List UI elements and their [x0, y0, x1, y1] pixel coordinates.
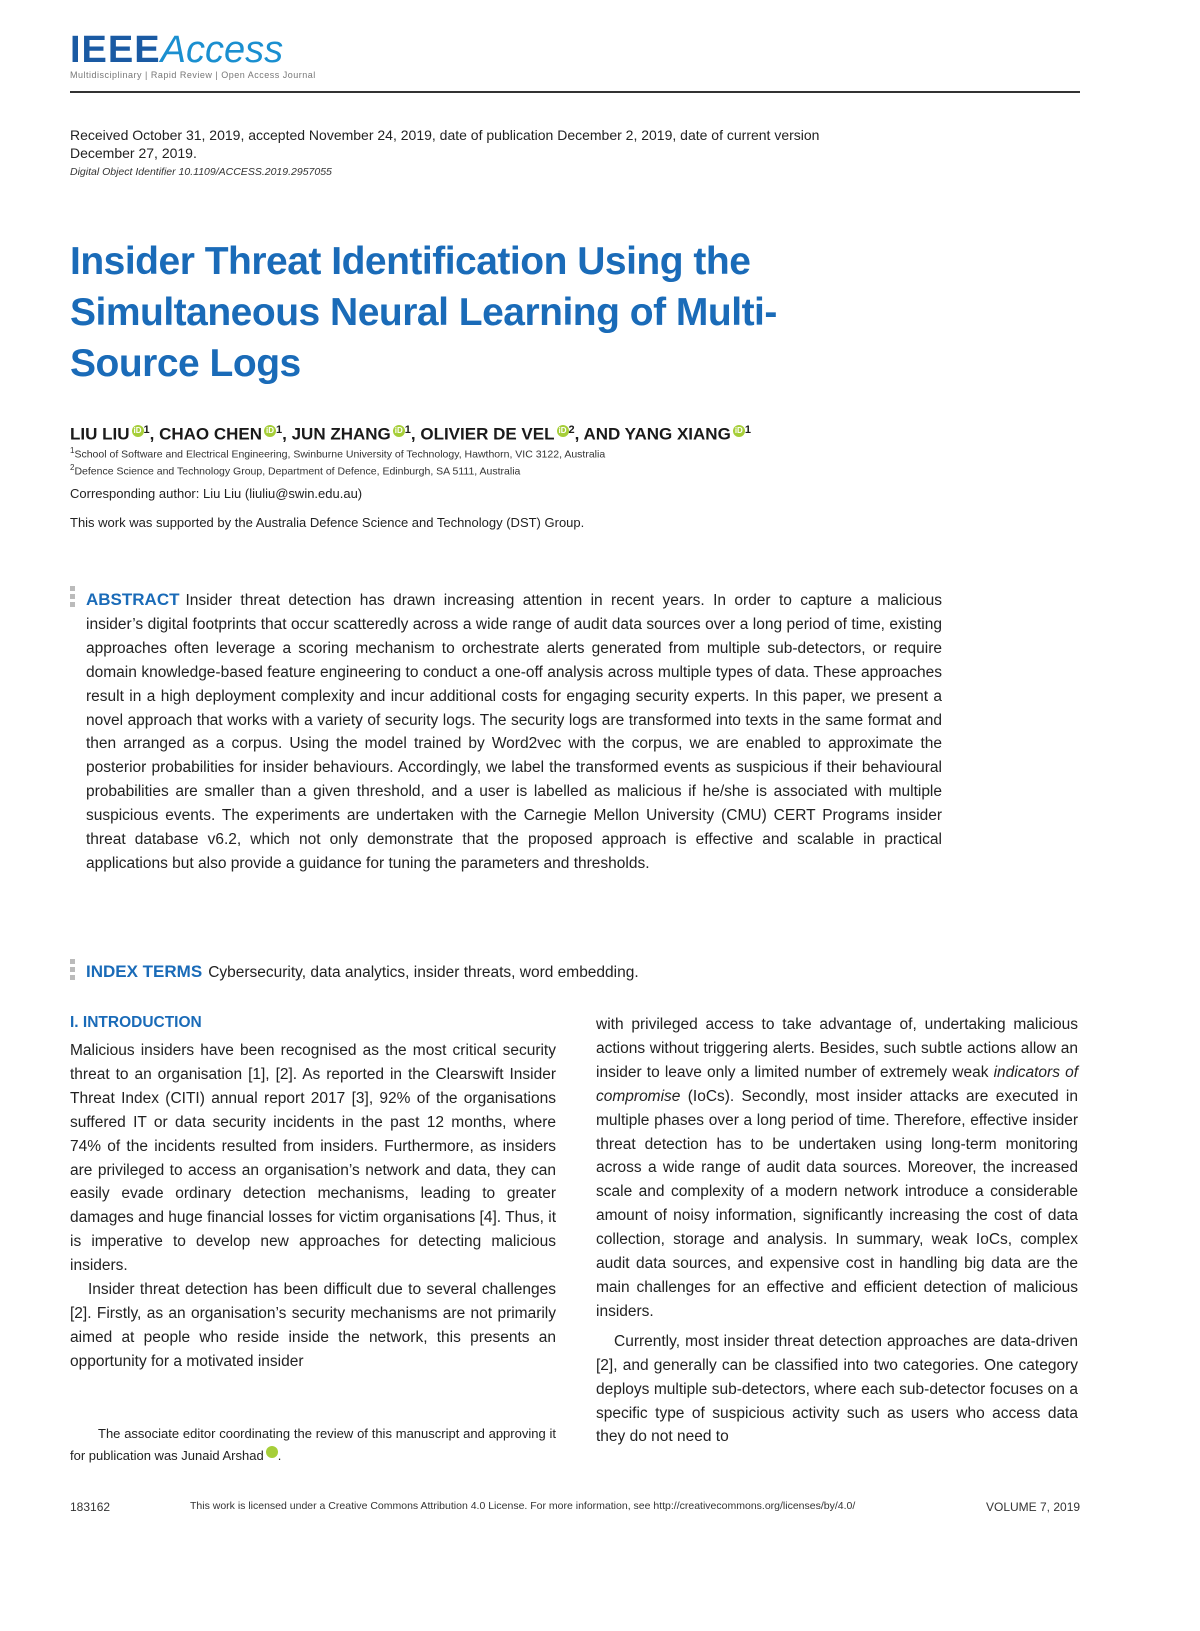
funding-note: This work was supported by the Australia Defence Science and Technology (DST) Group.	[70, 515, 585, 530]
paragraph: Insider threat detection has been difficult due to several challenges [2]. Firstly, as an organisation’s security mechanisms are not primarily aimed at people who reside inside the network, this presents an opportunity for a motivated insider	[70, 1281, 556, 1370]
header-rule	[70, 91, 1080, 93]
abstract-text: Insider threat detection has drawn increasing attention in recent years. In order to capture a malicious insider’s digital footprints that occur scatteredly across a wide range of audit data sources over a long period of time, existing approaches often leverage a scoring mechanism to orchestrate alerts generated from multiple sub-detectors, or require domain knowledge-based feature engineering to conduct a one-off analysis across multiple types of data. These approaches result in a high deployment complexity and incur additional costs for engaging security experts. In this paper, we present a novel approach that works with a variety of security logs. The security logs are transformed into texts in the same format and then arranged as a corpus. Using the model trained by Word2vec with the corpus, we are enabled to approximate the posterior probabilities for insider behaviours. Accordingly, we label the transformed events as suspicious if their behavioural probabilities are smaller than a given threshold, and a user is labelled as malicious if he/she is associated with multiple suspicious events. The experiments are undertaken with the Carnegie Mellon University (CMU) CERT Programs insider threat database v6.2, which not only demonstrate that the proposed approach is effective and scalable in practical applications but also provide a guidance for tuning the parameters and thresholds.	[86, 592, 942, 872]
affiliation-2	[70, 463, 520, 478]
logo-access-text: Access	[160, 29, 284, 71]
affiliation-text: Defence Science and Technology Group, Department of Defence, Edinburgh, SA 5111, Australia	[74, 465, 521, 478]
paper-title: Insider Threat Identification Using the Simultaneous Neural Learning of Multi-Source Logs	[70, 240, 777, 385]
author-name: , CHAO CHEN	[149, 424, 263, 444]
abstract-marker-icon	[70, 586, 76, 610]
emphasis-text: indicators of compromise	[596, 1063, 1078, 1105]
orcid-icon[interactable]: iD	[558, 426, 567, 435]
author-name: , OLIVIER DE VEL	[410, 424, 555, 444]
author-name: , AND YANG XIANG	[574, 424, 731, 444]
paragraph-text: (IoCs). Secondly, most insider attacks are executed in multiple phases over a long period of time. Therefore, effective insider threat detection has to be undertaken using long-term monitoring across a wide range of audit data sources. Moreover, the increased scale and complexity of a modern network introduce a considerable amount of noisy information, significantly increasing the cost of data collection, storage and analysis. In summary, weak IoCs, complex audit data sources, and expensive cost in handling big data are the main challenges for an effective and efficient detection of malicious insiders.	[596, 1087, 1078, 1320]
orcid-icon[interactable]: iD	[266, 1446, 278, 1458]
journal-tagline: Multidisciplinary | Rapid Review | Open Access Journal	[70, 70, 316, 80]
affiliation-number: 2	[70, 463, 75, 472]
right-column	[596, 1013, 1078, 1449]
footnote-end: .	[277, 1448, 282, 1463]
abstract	[86, 588, 942, 876]
paragraph-text: with privileged access to take advantage of, undertaking malicious actions without triggering alerts. Besides, such subtle actions allow an insider to leave only a limited number of extremely weak	[596, 1016, 1078, 1081]
paragraph: Malicious insiders have been recognised as the most critical security threat to an organisation [1], [2]. As reported in the Clearswift Insider Threat Index (CITI) annual report 2017 [3], 92% of the organisations suffered IT or data security incidents in the past 12 months, where 74% of the incidents resulted from insiders. Furthermore, as insiders are privileged to access an organisation’s network and data, they can easily evade ordinary detection mechanisms, leading to greater damages and huge financial losses for victim organisations [4]. Thus, it is imperative to develop new approaches for detecting malicious insiders.	[70, 1042, 556, 1275]
index-terms-text: Cybersecurity, data analytics, insider threats, word embedding.	[208, 964, 639, 981]
orcid-icon[interactable]: iD	[734, 426, 743, 435]
section-heading: I. INTRODUCTION	[70, 1014, 202, 1031]
affiliation-mark: 1	[143, 424, 150, 436]
orcid-icon[interactable]: iD	[133, 426, 142, 435]
affiliation-text: School of Software and Electrical Engineering, Swinburne University of Technology, Hawthorn, VIC 3122, Australia	[74, 448, 606, 461]
index-terms-label: INDEX TERMS	[86, 962, 203, 981]
volume-label: VOLUME 7, 2019	[986, 1500, 1081, 1514]
affiliation-mark: 1	[744, 424, 751, 436]
orcid-icon[interactable]: iD	[266, 426, 275, 435]
journal-logo	[70, 30, 283, 70]
affiliation-1	[70, 446, 605, 461]
orcid-icon[interactable]: iD	[394, 426, 403, 435]
index-terms-marker-icon	[70, 959, 76, 983]
author-list	[70, 424, 751, 445]
footnote-text: The associate editor coordinating the review of this manuscript and approving it for publication was Junaid Arshad	[70, 1426, 556, 1463]
paragraph	[596, 1013, 1078, 1324]
author-name: LIU LIU	[70, 424, 130, 444]
license-notice: This work is licensed under a Creative Commons Attribution 4.0 License. For more information, see http://creativecommons.org/licenses/by/4.0/	[190, 1500, 856, 1512]
received-dates: Received October 31, 2019, accepted November 24, 2019, date of publication December 2, 2019, date of current version December 27, 2019.	[70, 127, 820, 161]
affiliation-mark: 2	[568, 424, 575, 436]
logo-ieee-text: IEEE	[70, 29, 161, 71]
editor-footnote	[70, 1423, 556, 1467]
paragraph: Currently, most insider threat detection approaches are data-driven [2], and generally can be classified into two categories. One category deploys multiple sub-detectors, where each sub-detector focuses on a specific type of suspicious activity such as users who access data they do not need to	[596, 1332, 1078, 1446]
page-number: 183162	[70, 1500, 111, 1514]
abstract-label: ABSTRACT	[86, 590, 180, 609]
affiliation-mark: 1	[276, 424, 283, 436]
corresponding-author: Corresponding author: Liu Liu (liuliu@swin.edu.au)	[70, 486, 363, 501]
doi: Digital Object Identifier 10.1109/ACCESS.2019.2957055	[70, 166, 332, 178]
left-column	[70, 1039, 556, 1374]
index-terms	[86, 961, 942, 984]
author-name: , JUN ZHANG	[282, 424, 391, 444]
affiliation-number: 1	[70, 446, 75, 455]
affiliation-mark: 1	[404, 424, 411, 436]
